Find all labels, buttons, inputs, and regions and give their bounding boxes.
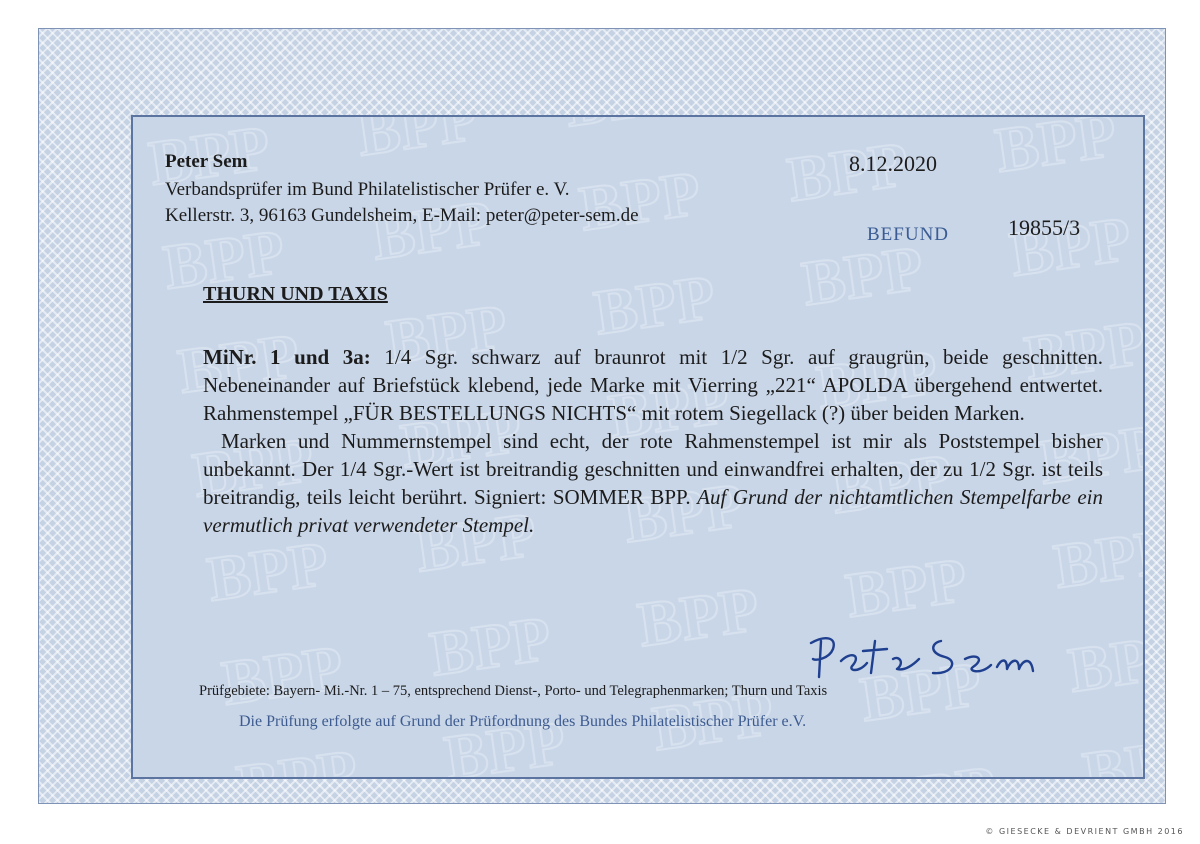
examiner-name: Peter Sem <box>165 151 248 172</box>
assessment-text: Marken und Nummernstempel sind echt, der rote Rahmenstempel ist mir als Poststempel bisher unbekannt. Der 1/4 Sgr.-Wert ist breitrandig geschnitten und einwandfrei erhalten, der zu 1/2 Sgr. ist teils breitrandig, teils leicht berührt. Signiert: SOMMER BPP. <box>203 429 1103 509</box>
guilloche-border <box>38 28 1166 804</box>
certificate-panel <box>131 115 1145 779</box>
certificate-date: 8.12.2020 <box>849 151 937 176</box>
handwritten-signature <box>801 629 1061 689</box>
certificate-body <box>203 343 1103 539</box>
examiner-role: Verbandsprüfer im Bund Philatelistischer Prüfer e. V. <box>165 179 570 200</box>
befund-label: BEFUND <box>867 224 950 245</box>
assessment-note: Auf Grund der nichtamtlichen Stempelfarbe ein vermutlich privat verwendeter Stempel. <box>203 485 1103 537</box>
section-heading: THURN UND TAXIS <box>203 283 388 305</box>
certificate-number: 19855/3 <box>1008 215 1081 240</box>
catalog-number: MiNr. 1 und 3a: <box>203 345 371 369</box>
legal-note: Die Prüfung erfolgte auf Grund der Prüfordnung des Bundes Philatelistischer Prüfer e.V. <box>239 713 807 730</box>
assessment-paragraph <box>203 427 1103 539</box>
printer-credit: © GIESECKE & DEVRIENT GMBH 2016 <box>985 827 1184 836</box>
description-text: 1/4 Sgr. schwarz auf braunrot mit 1/2 Sgr. auf graugrün, beide geschnitten. Nebeneinander auf Briefstück klebend, jede Marke mit Vierring „221“ APOLDA übergehend entwertet. Rahmenstempel „FÜR BESTELLUNGS NICHTS“ mit rotem Siegellack (?) über beiden Marken. <box>203 345 1104 425</box>
description-paragraph <box>203 343 1103 427</box>
exam-areas: Prüfgebiete: Bayern- Mi.-Nr. 1 – 75, entsprechend Dienst-, Porto- und Telegraphenmarken; Thurn und Taxis <box>199 683 828 699</box>
examiner-address: Kellerstr. 3, 96163 Gundelsheim, E-Mail: peter@peter-sem.de <box>165 205 639 226</box>
